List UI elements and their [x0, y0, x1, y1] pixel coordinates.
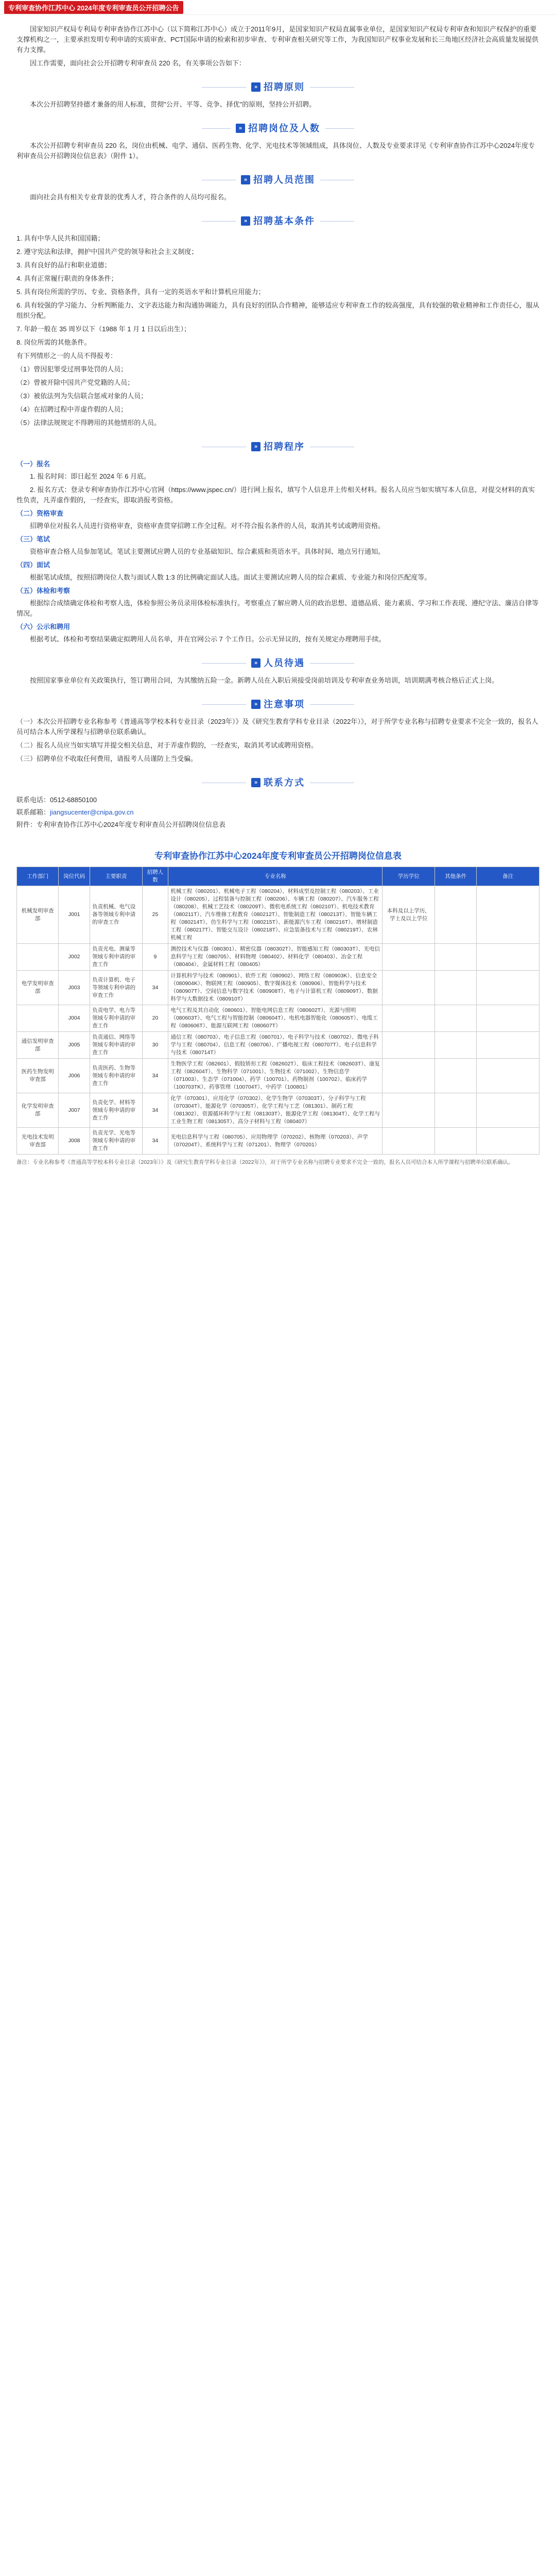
cell-code: J005 — [59, 1032, 90, 1059]
cell-num: 20 — [142, 1005, 168, 1032]
contact-phone-line — [16, 795, 540, 805]
chevron-icon: » — [241, 175, 250, 184]
condition-item: 2. 遵守宪法和法律，拥护中国共产党的领导和社会主义制度； — [16, 248, 198, 256]
cell-degree — [383, 1059, 435, 1093]
procedure-step-title: （二）资格审查 — [16, 510, 64, 517]
procedure-step-text: 根据综合成绩确定体检和考察人选，体检参照公务员录用体检标准执行。考察重点了解应聘人员的政治思想、道德品质、能力素质、学习和工作表现、遵纪守法、廉洁自律等情况。 — [16, 599, 539, 617]
cell-remark — [477, 1005, 540, 1032]
cell-dept: 机械发明审查部 — [17, 886, 59, 944]
table-header: 学历学位 — [383, 867, 435, 886]
table-row — [17, 1059, 540, 1093]
procedure-step-text: 2. 报名方式：登录专利审查协作江苏中心官网（https://www.jspec.cn/）进行网上报名，填写个人信息并上传相关材料。报名人员应当如实填写本人信息，对提交材料的真实性负责，凡弄虚作假的，一经查实，即取消报考资格。 — [16, 486, 535, 504]
cell-dept: 电学发明审查部 — [17, 971, 59, 1005]
cell-other — [435, 971, 476, 1005]
cell-dept: 光电技术发明审查部 — [17, 1128, 59, 1155]
table-header: 岗位代码 — [59, 867, 90, 886]
cell-degree — [383, 1128, 435, 1155]
procedure-step-title: （四）面试 — [16, 561, 50, 569]
cell-degree — [383, 1032, 435, 1059]
chevron-icon: » — [241, 216, 250, 226]
intro-paragraph: 因工作需要，面向社会公开招聘专利审查员 220 名，有关事项公告如下： — [30, 59, 246, 67]
table-header: 专业名称 — [168, 867, 383, 886]
notice-body — [0, 15, 556, 830]
email-label: 联系邮箱： — [16, 808, 50, 816]
table-row — [17, 1093, 540, 1128]
cell-remark — [477, 886, 540, 944]
table-row — [17, 971, 540, 1005]
condition-item: 1. 具有中华人民共和国国籍； — [16, 234, 105, 242]
cell-code: J006 — [59, 1059, 90, 1093]
table-row — [17, 1005, 540, 1032]
scope-text: 面向社会具有相关专业背景的优秀人才，符合条件的人员均可报名。 — [30, 193, 231, 201]
condition-item: （5）法律法规规定不得聘用的其他情形的人员。 — [16, 419, 161, 427]
procedure-step-text: 1. 报名时间：即日起至 2024 年 6 月底。 — [30, 472, 151, 480]
cell-code: J001 — [59, 886, 90, 944]
condition-item: 3. 具有良好的品行和职业道德； — [16, 261, 111, 269]
table-header: 备注 — [477, 867, 540, 886]
jobs-table — [16, 867, 540, 1155]
section-header — [16, 123, 540, 133]
cell-other — [435, 1059, 476, 1093]
section-title: 人员待遇 — [264, 658, 305, 668]
table-header: 工作部门 — [17, 867, 59, 886]
cell-degree — [383, 1093, 435, 1128]
contact-block — [16, 795, 540, 830]
cell-remark — [477, 1032, 540, 1059]
table-title: 专利审查协作江苏中心2024年度专利审查员公开招聘岗位信息表 — [154, 851, 402, 861]
contact-email-line — [16, 807, 540, 818]
cell-duty: 负责计算机、电子等领域专利申请的审查工作 — [90, 971, 143, 1005]
section-header — [16, 442, 540, 452]
cell-code: J004 — [59, 1005, 90, 1032]
chevron-icon: » — [236, 124, 245, 133]
section-title: 招聘程序 — [264, 442, 305, 452]
table-header-row — [17, 867, 540, 886]
topbar — [0, 0, 556, 15]
phone-label: 联系电话： — [16, 796, 50, 804]
condition-item: 有下列情形之一的人员不得报考： — [16, 352, 117, 360]
condition-item: （2）曾被开除中国共产党党籍的人员； — [16, 379, 134, 386]
cell-major: 测控技术与仪器（080301）、精密仪器（080302T）、智能感知工程（080303T）、光电信息科学与工程（080705）、材料物理（080402）、材料化学（080403）、冶金工程（080404）、金属材料工程（080405） — [168, 944, 383, 971]
positions-text: 本次公开招聘专利审查员 220 名，岗位由机械、电学、通信、医药生物、化学、光电技术等领域组成，具体岗位、人数及专业要求详见《专利审查协作江苏中心2024年度专利审查员公开招聘岗位信息表》（附件 1）。 — [16, 142, 535, 160]
section-title: 联系方式 — [264, 777, 305, 788]
cell-code: J007 — [59, 1093, 90, 1128]
cell-major: 化学（070301）、应用化学（070302）、化学生物学（070303T）、分子科学与工程（070304T）、能源化学（070305T）、化学工程与工艺（081301）、制药工程（081302）、资源循环科学与工程（081303T）、能源化学工程（081304T）、化学工程与工业生物工程（081305T）、高分子材料与工程（080407） — [168, 1093, 383, 1128]
notice-title-tag: 专利审查协作江苏中心 2024年度专利审查员公开招聘公告 — [4, 1, 183, 14]
section-title: 注意事项 — [264, 699, 305, 709]
notice-item: （三）招聘单位不收取任何费用，请报考人员谨防上当受骗。 — [16, 755, 198, 762]
cell-major: 机械工程（080201）、机械电子工程（080204）、材料成型及控制工程（080203）、工业设计（080205）、过程装备与控制工程（080206）、车辆工程（080207）、汽车服务工程（080208）、机械工艺技术（080209T）、微机电系统工程（080210T）、机电技术教育（080211T）、汽车维修工程教育（080212T）、智能制造工程（080213T）、智能车辆工程（080214T）、仿生科学与工程（080215T）、新能源汽车工程（080216T）、增材制造工程（080217T）、智能交互设计（080218T）、应急装备技术与工程（080219T）、农林机械工程 — [168, 886, 383, 944]
cell-degree — [383, 944, 435, 971]
section-header — [16, 777, 540, 788]
cell-duty: 负责医药、生物等领域专利申请的审查工作 — [90, 1059, 143, 1093]
condition-item: （4）在招聘过程中弄虚作假的人员； — [16, 405, 128, 413]
cell-remark — [477, 971, 540, 1005]
cell-code: J002 — [59, 944, 90, 971]
email-link[interactable]: jiangsucenter@cnipa.gov.cn — [50, 808, 134, 816]
attachment-line: 附件：专利审查协作江苏中心2024年度专利审查员公开招聘岗位信息表 — [16, 821, 225, 828]
cell-dept: 通信发明审查部 — [17, 1032, 59, 1059]
phone-number: 0512-68850100 — [50, 796, 97, 804]
table-header: 其他条件 — [435, 867, 476, 886]
section-header — [16, 658, 540, 668]
chevron-icon: » — [251, 82, 260, 92]
cell-duty: 负责机械、电气设备等领域专利申请的审查工作 — [90, 886, 143, 944]
cell-major: 计算机科学与技术（080901）、软件工程（080902）、网络工程（080903K）、信息安全（080904K）、物联网工程（080905）、数字媒体技术（080906）、智能科学与技术（080907T）、空间信息与数字技术（080908T）、电子与计算机工程（080909T）、数据科学与大数据技术（080910T） — [168, 971, 383, 1005]
condition-item: 7. 年龄一般在 35 周岁以下（1988 年 1 月 1 日以后出生）； — [16, 325, 191, 333]
cell-other — [435, 1093, 476, 1128]
cell-num: 25 — [142, 886, 168, 944]
condition-item: （1）曾因犯罪受过刑事处罚的人员； — [16, 365, 128, 373]
table-row — [17, 944, 540, 971]
table-header: 主要职责 — [90, 867, 143, 886]
cell-remark — [477, 1128, 540, 1155]
table-footnote: 备注：专业名称参考《普通高等学校本科专业目录（2023年）》及《研究生教育学科专业目录（2022年）》，对于所学专业名称与招聘专业要求不完全一致的，报名人员可结合本人所学课程与招聘单位联系确认。 — [16, 1159, 514, 1165]
section-title: 招聘岗位及人数 — [248, 123, 320, 133]
procedure-step-title: （三）笔试 — [16, 535, 50, 543]
section-header — [16, 175, 540, 185]
condition-item: 6. 具有较强的学习能力、分析判断能力、文字表达能力和沟通协调能力，具有良好的团队合作精神，能够适应专利审查工作的较高强度，具有较强的敬业精神和工作责任心，服从组织分配。 — [16, 301, 540, 319]
principle-text: 本次公开招聘坚持德才兼备的用人标准，贯彻"公开、平等、竞争、择优"的原则，坚持公开招聘。 — [30, 100, 316, 108]
cell-num: 34 — [142, 971, 168, 1005]
cell-major: 通信工程（080703）、电子信息工程（080701）、电子科学与技术（080702）、微电子科学与工程（080704）、信息工程（080706）、广播电视工程（080707T）、电子信息科学与技术（080714T） — [168, 1032, 383, 1059]
cell-num: 9 — [142, 944, 168, 971]
notice-item: （一）本次公开招聘专业名称参考《普通高等学校本科专业目录（2023年）》及《研究生教育学科专业目录（2022年）》，对于所学专业名称与招聘专业要求不完全一致的，报名人员可结合本人所学课程与招聘单位联系确认。 — [16, 718, 538, 736]
condition-item: 5. 具有岗位所需的学历、专业、资格条件，具有一定的英语水平和计算机应用能力； — [16, 288, 265, 296]
cell-code: J008 — [59, 1128, 90, 1155]
intro-paragraph: 国家知识产权局专利局专利审查协作江苏中心（以下简称江苏中心）成立于2011年9月，是国家知识产权局直属事业单位，是国家知识产权局专利审查和知识产权保护的重要支撑机构之一，主要承担发明专利申请的实质审查、PCT国际申请的检索和初步审查、专利审查相关研究等工作，为我国知识产权事业发展和长三角地区经济社会高质量发展提供有力支撑。 — [16, 25, 539, 54]
cell-duty: 负责通信、网络等领域专利申请的审查工作 — [90, 1032, 143, 1059]
chevron-icon: » — [251, 700, 260, 709]
cell-dept — [17, 1005, 59, 1032]
cell-remark — [477, 1093, 540, 1128]
section-header — [16, 82, 540, 92]
section-title: 招聘人员范围 — [253, 175, 315, 185]
table-row — [17, 1032, 540, 1059]
condition-item: 8. 岗位所需的其他条件。 — [16, 338, 91, 346]
section-header — [16, 699, 540, 709]
procedure-step-text: 根据笔试成绩，按照招聘岗位人数与面试人数 1:3 的比例确定面试人选。面试主要测试应聘人员的综合素质、专业能力和岗位匹配度等。 — [30, 573, 431, 581]
cell-other — [435, 1128, 476, 1155]
cell-duty: 负责光电、测量等领域专利申请的审查工作 — [90, 944, 143, 971]
cell-major: 生物医学工程（082601）、假肢矫形工程（082602T）、临床工程技术（082603T）、康复工程（082604T）、生物科学（071001）、生物技术（071002）、生物信息学（071003）、生态学（071004）、药学（100701）、药物制剂（100702）、临床药学（100703TK）、药事管理（100704T）、中药学（100801） — [168, 1059, 383, 1093]
cell-duty: 负责电学、电力等领域专利申请的审查工作 — [90, 1005, 143, 1032]
cell-duty: 负责化学、材料等领域专利申请的审查工作 — [90, 1093, 143, 1128]
procedure-step-title: （一）报名 — [16, 460, 50, 468]
cell-num: 30 — [142, 1032, 168, 1059]
section-header — [16, 216, 540, 226]
cell-dept: 化学发明审查部 — [17, 1093, 59, 1128]
cell-other — [435, 944, 476, 971]
cell-major: 光电信息科学与工程（080705）、应用物理学（070202）、核物理（070203）、声学（070204T）、系统科学与工程（071201）、物理学（070201） — [168, 1128, 383, 1155]
procedure-step-text: 根据考试、体检和考察结果确定拟聘用人员名单，并在官网公示 7 个工作日。公示无异议的，按有关规定办理聘用手续。 — [30, 635, 386, 643]
cell-degree — [383, 971, 435, 1005]
cell-num: 34 — [142, 1128, 168, 1155]
cell-duty: 负责光学、光电等领域专利申请的审查工作 — [90, 1128, 143, 1155]
cell-code: J003 — [59, 971, 90, 1005]
notice-item: （二）报名人员应当如实填写并提交相关信息，对于弄虚作假的，一经查实，取消其考试或聘用资格。 — [16, 741, 318, 749]
cell-dept: 医药生物发明审查部 — [17, 1059, 59, 1093]
cell-dept — [17, 944, 59, 971]
table-header: 招聘人数 — [142, 867, 168, 886]
procedure-step-title: （五）体检和考察 — [16, 587, 71, 595]
cell-remark — [477, 944, 540, 971]
condition-item: （3）被依法列为失信联合惩戒对象的人员； — [16, 392, 148, 400]
cell-num: 34 — [142, 1093, 168, 1128]
section-title: 招聘原则 — [264, 82, 305, 92]
cell-remark — [477, 1059, 540, 1093]
cell-major: 电气工程及其自动化（080601）、智能电网信息工程（080602T）、光源与照明（080603T）、电气工程与智能控制（080604T）、电机电器智能化（080605T）、电缆工程（080606T）、能源互联网工程（080607T） — [168, 1005, 383, 1032]
cell-other — [435, 1032, 476, 1059]
chevron-icon: » — [251, 442, 260, 451]
table-row — [17, 1128, 540, 1155]
treatment-text: 按照国家事业单位有关政策执行，签订聘用合同，为其缴纳五险一金。新聘人员在入职后须接受岗前培训及专利审查业务培训，培训期满考核合格后正式上岗。 — [30, 676, 499, 684]
cell-degree — [383, 1005, 435, 1032]
procedure-step-text: 资格审查合格人员参加笔试。笔试主要测试应聘人员的专业基础知识、综合素质和英语水平。具体时间、地点另行通知。 — [30, 548, 385, 555]
jobs-table-wrap — [16, 867, 540, 1155]
cell-other — [435, 886, 476, 944]
cell-degree: 本科及以上学历，学士及以上学位 — [383, 886, 435, 944]
cell-num: 34 — [142, 1059, 168, 1093]
table-row — [17, 886, 540, 944]
procedure-step-title: （六）公示和聘用 — [16, 623, 71, 631]
cell-other — [435, 1005, 476, 1032]
section-title: 招聘基本条件 — [253, 216, 315, 226]
procedure-step-text: 招聘单位对报名人员进行资格审查，资格审查贯穿招聘工作全过程。对不符合报名条件的人员，取消其考试或聘用资格。 — [30, 522, 385, 530]
condition-item: 4. 具有正常履行职责的身体条件； — [16, 275, 118, 282]
chevron-icon: » — [251, 658, 260, 668]
chevron-icon: » — [251, 778, 260, 787]
